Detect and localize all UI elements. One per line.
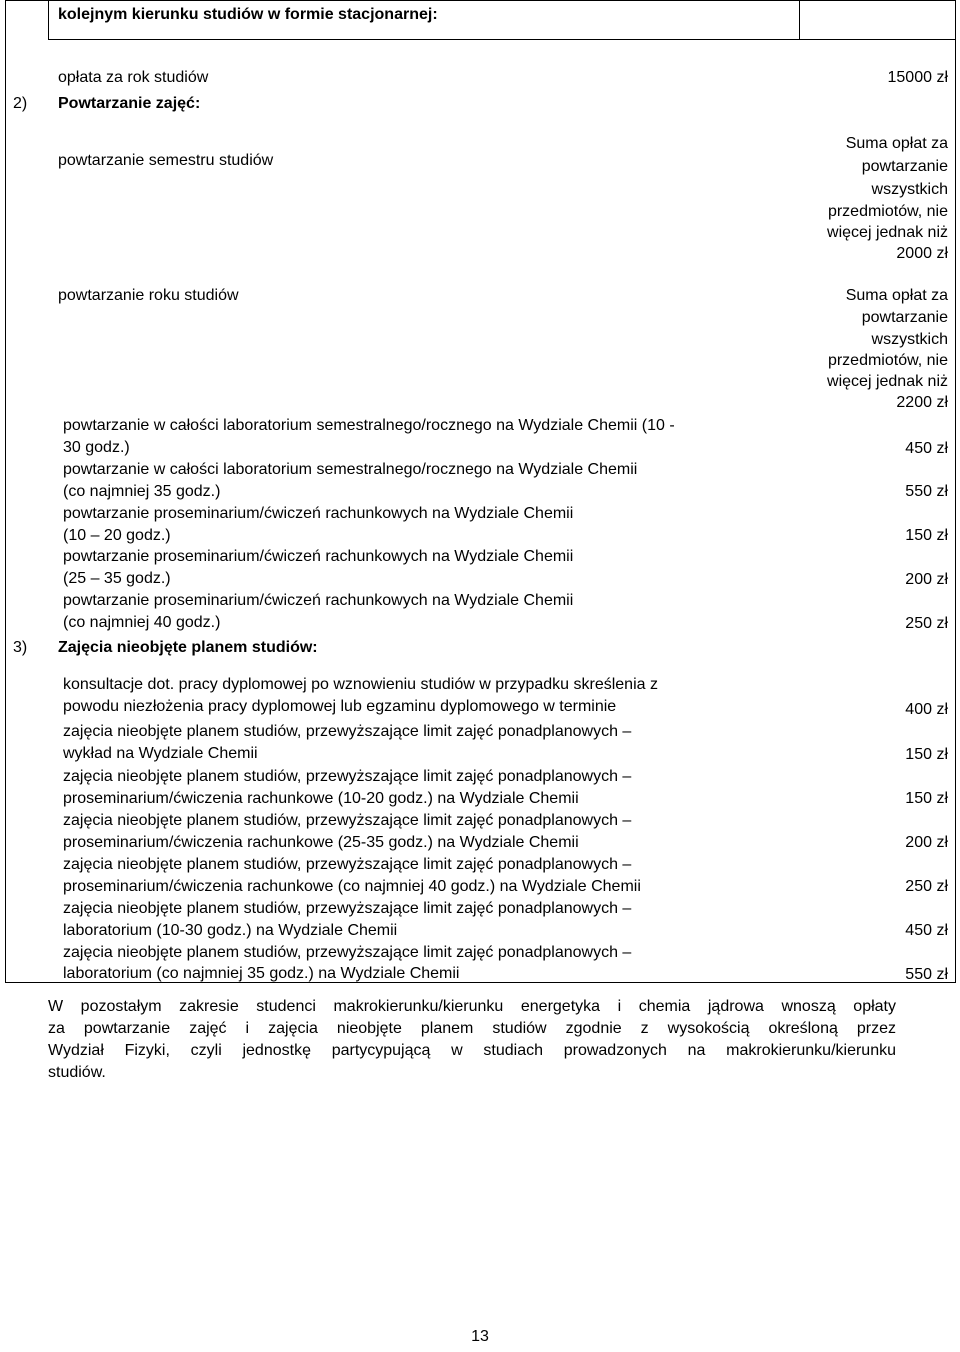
repeat-semester-price-line: przedmiotów, nie: [827, 203, 948, 220]
repeat-semester-price-line: więcej jednak niż: [827, 224, 948, 241]
extra-item-line2: proseminarium/ćwiczenia rachunkowe (co najmniej 40 godz.) na Wydziale Chemii: [63, 878, 641, 895]
extra-item-price: 200 zł: [905, 834, 948, 851]
repeat-item-line2: 30 godz.): [63, 439, 130, 456]
extra-item-line2: proseminarium/ćwiczenia rachunkowe (10-20 godz.) na Wydziale Chemii: [63, 790, 579, 807]
extra-item-line2: proseminarium/ćwiczenia rachunkowe (25-35 godz.) na Wydziale Chemii: [63, 834, 579, 851]
closing-paragraph-line: studiów.: [48, 1064, 106, 1081]
extra-item-line1: zajęcia nieobjęte planem studiów, przewyższające limit zajęć ponadplanowych –: [63, 812, 632, 829]
repeat-item-line2: (25 – 35 godz.): [63, 570, 171, 587]
extra-item-price: 150 zł: [905, 746, 948, 763]
extra-item-line1: konsultacje dot. pracy dyplomowej po wznowieniu studiów w przypadku skreślenia z: [63, 676, 658, 693]
extra-item-price: 400 zł: [905, 701, 948, 718]
repeat-semester-label: powtarzanie semestru studiów: [58, 152, 274, 169]
repeat-semester-price-line: Suma opłat za: [845, 135, 948, 152]
tuition-label: opłata za rok studiów: [58, 69, 209, 86]
section-3-title: Zajęcia nieobjęte planem studiów:: [58, 639, 318, 656]
closing-paragraph: [48, 996, 896, 1084]
page-number: 13: [471, 1328, 489, 1345]
repeat-year-price-line: więcej jednak niż: [827, 373, 948, 390]
table-header-rule: [48, 39, 956, 40]
repeat-item-line1: powtarzanie proseminarium/ćwiczeń rachunkowych na Wydziale Chemii: [63, 505, 574, 522]
closing-paragraph-line: Wydział Fizyki, czyli jednostkę partycypującą w studiach prowadzonych na makrokierunku/kierunku: [48, 1042, 896, 1059]
repeat-year-price-line: przedmiotów, nie: [827, 352, 948, 369]
extra-item-price: 450 zł: [905, 922, 948, 939]
repeat-item-line1: powtarzanie w całości laboratorium semestralnego/rocznego na Wydziale Chemii (10 -: [63, 417, 675, 434]
extra-item-line2: laboratorium (10-30 godz.) na Wydziale Chemii: [63, 922, 398, 939]
table-column-divider-left: [48, 0, 49, 40]
repeat-item-price: 450 zł: [905, 440, 948, 457]
repeat-item-price: 200 zł: [905, 571, 948, 588]
extra-item-price: 550 zł: [905, 966, 948, 983]
repeat-year-price-line: 2200 zł: [896, 394, 948, 411]
repeat-item-line2: (10 – 20 godz.): [63, 527, 171, 544]
extra-item-price: 150 zł: [905, 790, 948, 807]
repeat-item-line2: (co najmniej 40 godz.): [63, 614, 221, 631]
repeat-year-price-line: Suma opłat za: [845, 287, 948, 304]
repeat-year-price-line: powtarzanie: [861, 309, 948, 326]
section-heading: kolejnym kierunku studiów w formie stacjonarnej:: [58, 6, 438, 23]
repeat-item-price: 150 zł: [905, 527, 948, 544]
repeat-semester-price-line: powtarzanie: [861, 158, 948, 175]
closing-paragraph-line: za powtarzanie zajęć i zajęcia nieobjęte planem studiów zgodnie z wysokością określoną przez: [48, 1020, 896, 1037]
extra-item-line1: zajęcia nieobjęte planem studiów, przewyższające limit zajęć ponadplanowych –: [63, 944, 632, 961]
repeat-year-price-line: wszystkich: [871, 331, 948, 348]
repeat-semester-price-line: wszystkich: [871, 181, 948, 198]
repeat-item-line1: powtarzanie w całości laboratorium semestralnego/rocznego na Wydziale Chemii: [63, 461, 638, 478]
extra-item-line1: zajęcia nieobjęte planem studiów, przewyższające limit zajęć ponadplanowych –: [63, 900, 632, 917]
section-2-title: Powtarzanie zajęć:: [58, 95, 201, 112]
repeat-year-label: powtarzanie roku studiów: [58, 287, 239, 304]
repeat-item-price: 550 zł: [905, 483, 948, 500]
section-3-number: 3): [13, 639, 28, 656]
repeat-item-line2: (co najmniej 35 godz.): [63, 483, 221, 500]
extra-item-line1: zajęcia nieobjęte planem studiów, przewyższające limit zajęć ponadplanowych –: [63, 723, 632, 740]
tuition-price: 15000 zł: [887, 69, 948, 86]
repeat-item-price: 250 zł: [905, 615, 948, 632]
extra-item-line1: zajęcia nieobjęte planem studiów, przewyższające limit zajęć ponadplanowych –: [63, 856, 632, 873]
extra-item-line2: wykład na Wydziale Chemii: [63, 745, 258, 762]
repeat-item-line1: powtarzanie proseminarium/ćwiczeń rachunkowych na Wydziale Chemii: [63, 592, 574, 609]
extra-item-line1: zajęcia nieobjęte planem studiów, przewyższające limit zajęć ponadplanowych –: [63, 768, 632, 785]
section-2-number: 2): [13, 95, 28, 112]
table-column-divider-right: [799, 0, 800, 40]
repeat-item-line1: powtarzanie proseminarium/ćwiczeń rachunkowych na Wydziale Chemii: [63, 548, 574, 565]
extra-item-line2: laboratorium (co najmniej 35 godz.) na Wydziale Chemii: [63, 965, 460, 982]
extra-item-line2: powodu niezłożenia pracy dyplomowej lub egzaminu dyplomowego w terminie: [63, 698, 617, 715]
closing-paragraph-line: W pozostałym zakresie studenci makrokierunku/kierunku energetyka i chemia jądrowa wnoszą opłaty: [48, 998, 896, 1015]
repeat-semester-price-line: 2000 zł: [896, 245, 948, 262]
extra-item-price: 250 zł: [905, 878, 948, 895]
